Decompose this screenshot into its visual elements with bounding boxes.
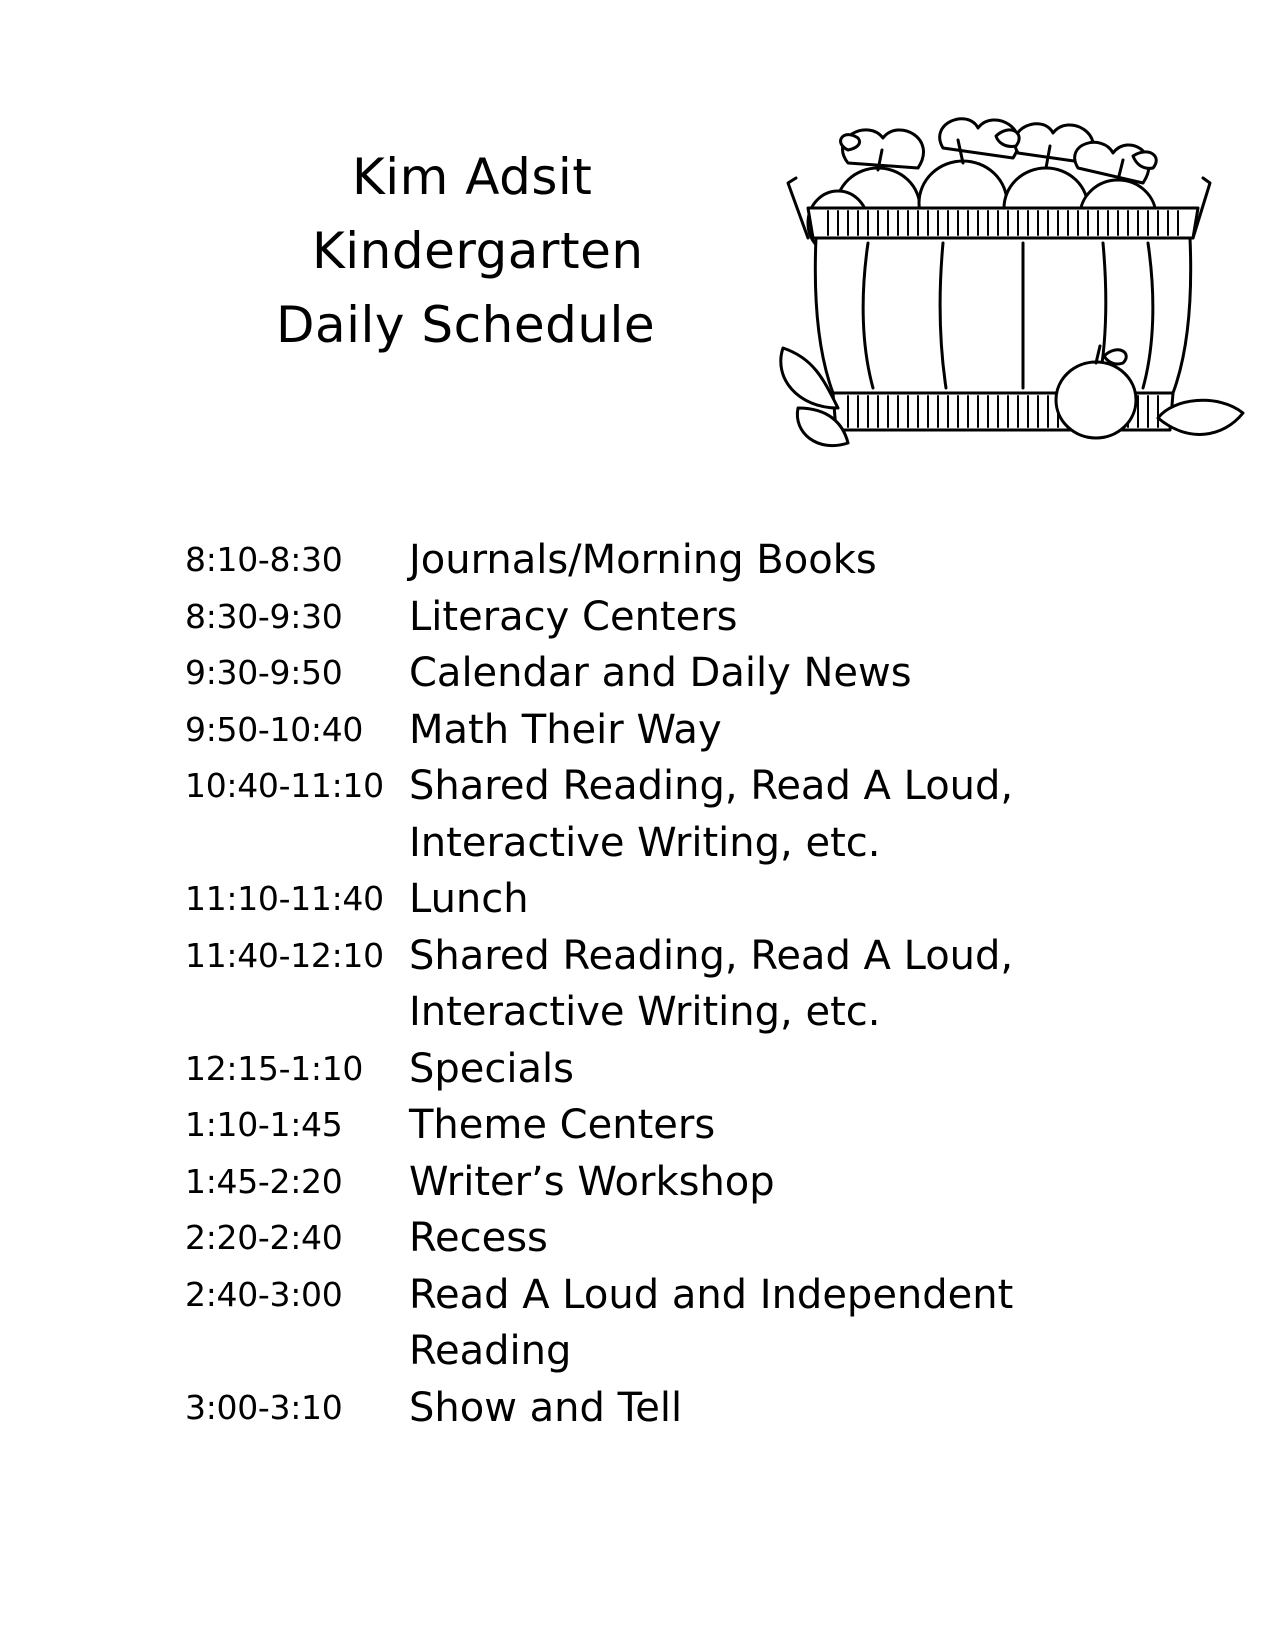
schedule-activity	[409, 1154, 1085, 1211]
activity-line: Shared Reading, Read A Loud,	[409, 763, 1014, 809]
title-grade: Kindergarten	[312, 222, 644, 280]
schedule-time: 3:00-3:10	[185, 1387, 343, 1427]
schedule-time: 1:10-1:45	[185, 1105, 343, 1144]
activity-line: Read A Loud and Independent	[409, 1271, 1014, 1318]
schedule-row	[185, 1041, 1085, 1098]
schedule-activity	[409, 1041, 1085, 1098]
activity-line: Lunch	[409, 876, 529, 922]
title-schedule: Daily Schedule	[276, 296, 656, 354]
activity-line: Theme Centers	[409, 1102, 716, 1148]
apple-basket-icon	[778, 108, 1248, 468]
schedule-activity	[409, 589, 1085, 646]
schedule-row	[185, 1267, 1085, 1380]
activity-line: Shared Reading, Read A Loud,	[409, 932, 1014, 979]
schedule-time: 2:40-3:00	[185, 1274, 343, 1314]
schedule-activity	[409, 1267, 1085, 1380]
schedule-row	[185, 702, 1085, 759]
schedule-activity	[409, 1097, 1085, 1154]
schedule-activity	[409, 871, 1085, 928]
schedule-activity	[409, 758, 1085, 871]
schedule-activity	[409, 532, 1085, 589]
schedule-row	[185, 1097, 1085, 1154]
schedule-row	[185, 1380, 1085, 1437]
schedule-row	[185, 871, 1085, 928]
schedule-row	[185, 928, 1085, 1041]
schedule-activity	[409, 928, 1085, 1041]
activity-line: Literacy Centers	[409, 593, 738, 640]
schedule-time: 11:10-11:40	[185, 879, 384, 918]
schedule-activity	[409, 645, 1085, 702]
schedule-time: 9:30-9:50	[185, 653, 343, 692]
activity-line: Calendar and Daily News	[409, 650, 912, 696]
activity-line: Interactive Writing, etc.	[409, 819, 881, 866]
schedule-row	[185, 532, 1085, 589]
schedule-time: 1:45-2:20	[185, 1161, 343, 1201]
schedule-row	[185, 758, 1085, 871]
schedule-row	[185, 1154, 1085, 1211]
activity-line: Writer’s Workshop	[409, 1158, 775, 1205]
schedule-time: 8:30-9:30	[185, 596, 343, 636]
schedule-time: 9:50-10:40	[185, 709, 364, 749]
schedule-activity	[409, 1380, 1085, 1437]
activity-line: Journals/Morning Books	[409, 537, 877, 583]
activity-line: Recess	[409, 1215, 548, 1261]
page-title	[240, 140, 700, 362]
activity-line: Interactive Writing, etc.	[409, 989, 881, 1035]
schedule-time: 2:20-2:40	[185, 1218, 343, 1257]
title-teacher-name: Kim Adsit	[352, 148, 593, 206]
schedule-row	[185, 645, 1085, 702]
activity-line: Reading	[409, 1328, 572, 1374]
schedule-row	[185, 1210, 1085, 1267]
activity-line: Math Their Way	[409, 706, 722, 753]
activity-line: Specials	[409, 1045, 574, 1092]
schedule-time: 10:40-11:10	[185, 766, 384, 805]
schedule-list	[185, 532, 1085, 1436]
schedule-time: 11:40-12:10	[185, 935, 384, 975]
activity-line: Show and Tell	[409, 1384, 683, 1431]
schedule-time: 12:15-1:10	[185, 1048, 364, 1088]
schedule-activity	[409, 1210, 1085, 1267]
schedule-row	[185, 589, 1085, 646]
schedule-activity	[409, 702, 1085, 759]
schedule-time: 8:10-8:30	[185, 540, 343, 579]
